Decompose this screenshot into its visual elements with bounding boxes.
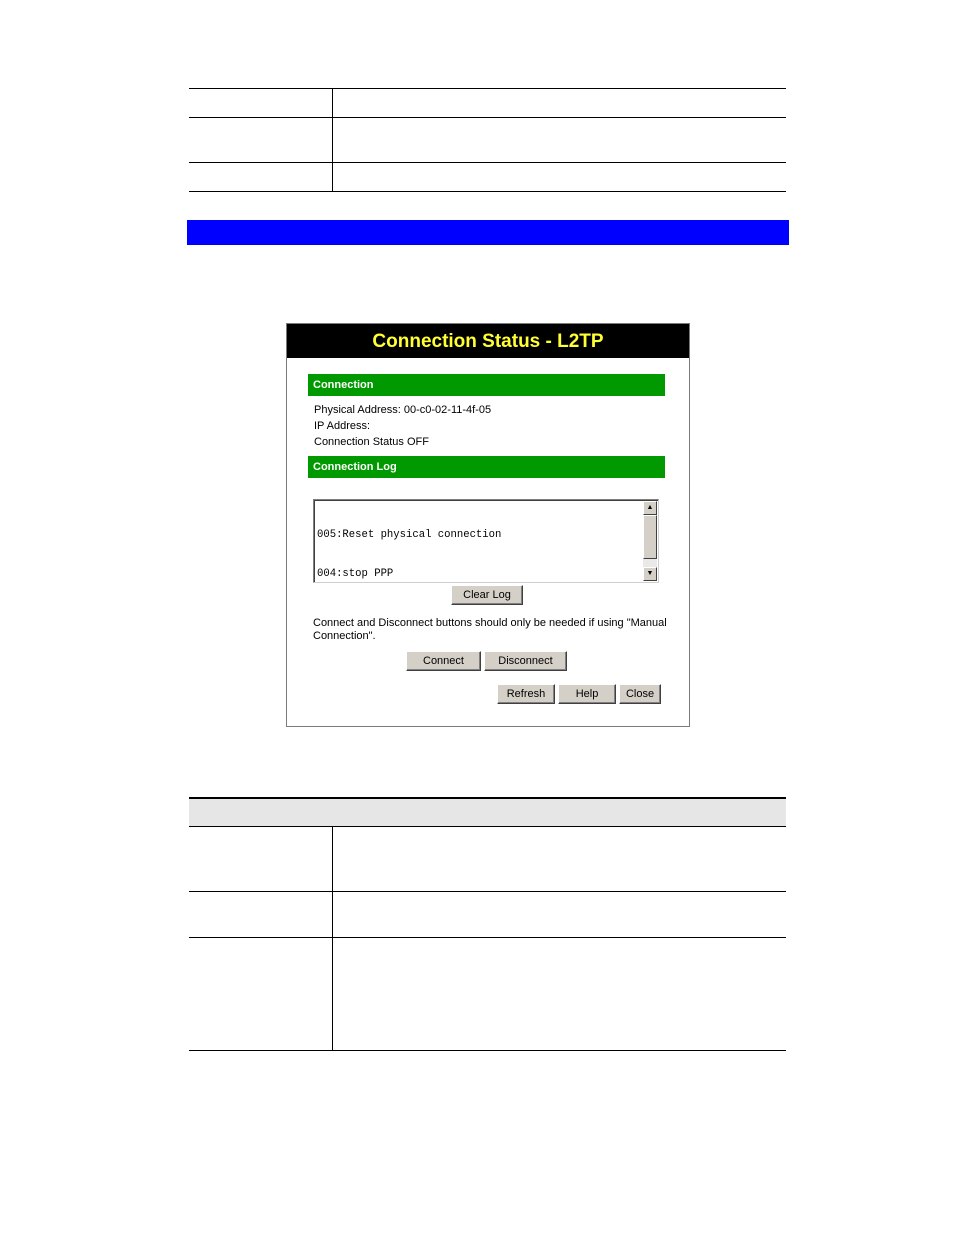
table-row bbox=[189, 938, 786, 1051]
connect-button[interactable]: Connect bbox=[406, 651, 481, 671]
table-row bbox=[189, 892, 786, 938]
disconnect-button[interactable]: Disconnect bbox=[484, 651, 567, 671]
ip-address-text: IP Address: bbox=[314, 420, 371, 432]
table-row bbox=[189, 118, 786, 163]
log-line: 004:stop PPP bbox=[317, 568, 394, 580]
scroll-up-arrow-icon[interactable]: ▲ bbox=[643, 501, 657, 515]
connection-log-section-header: Connection Log bbox=[308, 456, 665, 478]
clear-log-button[interactable]: Clear Log bbox=[451, 585, 523, 605]
table-row bbox=[189, 89, 786, 118]
help-button[interactable]: Help bbox=[558, 684, 616, 704]
log-line: 005:Reset physical connection bbox=[317, 529, 502, 541]
scroll-down-arrow-icon[interactable]: ▼ bbox=[643, 567, 657, 581]
physical-address-text: Physical Address: 00-c0-02-11-4f-05 bbox=[314, 404, 492, 416]
manual-connection-note: Connect and Disconnect buttons should only be needed if using "Manual Connection". bbox=[313, 617, 667, 642]
table-header-row bbox=[189, 798, 786, 827]
table-row bbox=[189, 827, 786, 892]
field-description-table bbox=[189, 797, 786, 1051]
dialog-title: Connection Status - L2TP bbox=[287, 324, 689, 358]
connection-status-text: Connection Status OFF bbox=[314, 436, 429, 448]
section-header-bar bbox=[187, 220, 789, 245]
close-button[interactable]: Close bbox=[619, 684, 661, 704]
refresh-button[interactable]: Refresh bbox=[497, 684, 555, 704]
connection-section-header: Connection bbox=[308, 374, 665, 396]
log-lines bbox=[317, 503, 642, 581]
connection-status-window bbox=[286, 323, 690, 727]
table-row bbox=[189, 163, 786, 192]
connection-log-textarea[interactable] bbox=[313, 499, 659, 583]
scrollbar-thumb[interactable] bbox=[643, 515, 657, 559]
top-info-table bbox=[189, 88, 786, 192]
log-scrollbar[interactable] bbox=[643, 501, 657, 581]
